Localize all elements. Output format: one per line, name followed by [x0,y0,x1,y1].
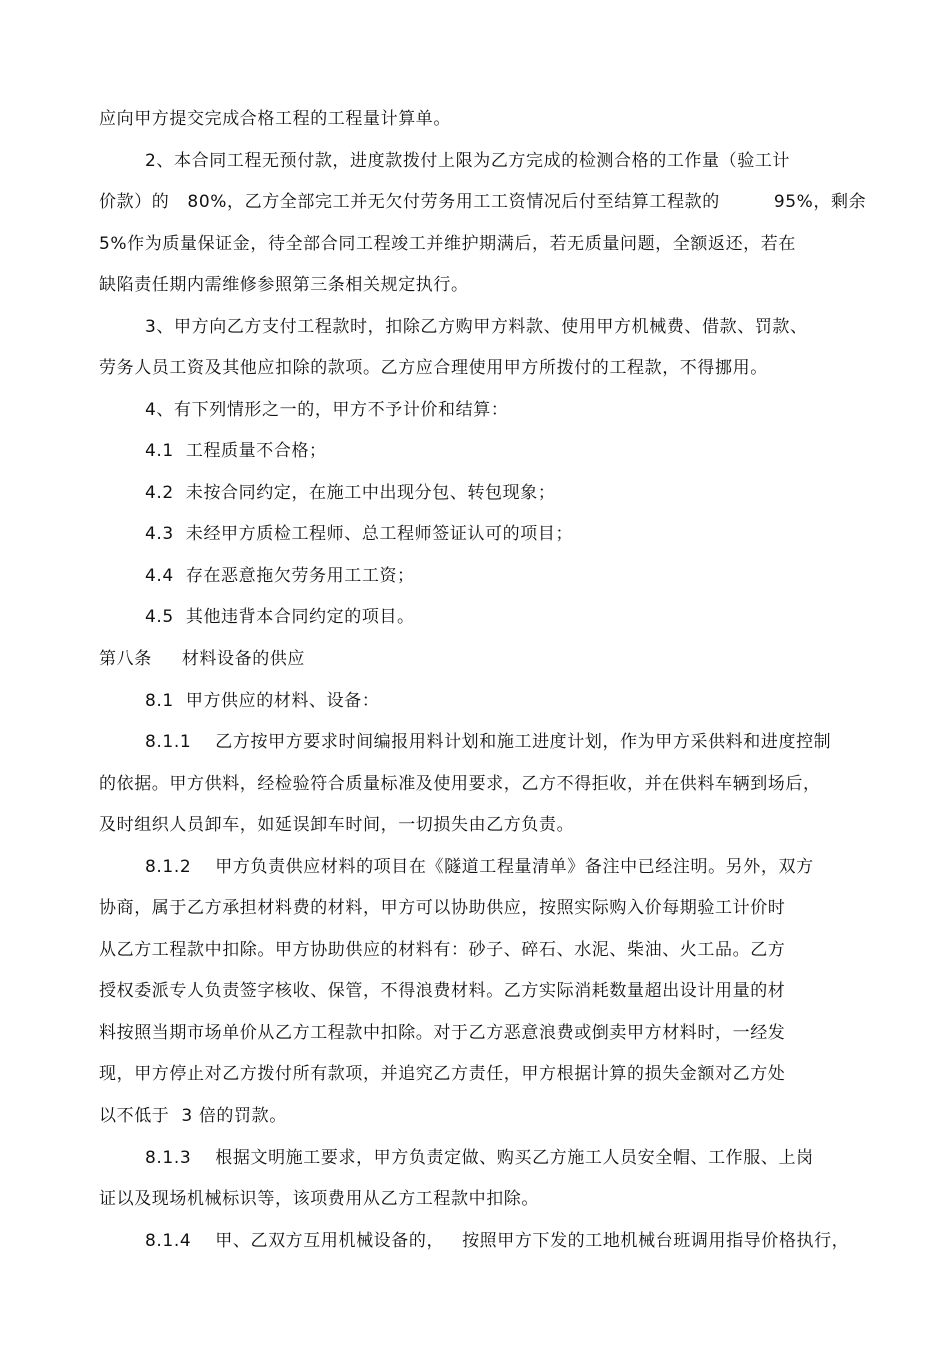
text-line: 8.1.4 甲、乙双方互用机械设备的， 按照甲方下发的工地机械台班调用指导价格执行， [145,1231,850,1251]
text-line: 现，甲方停止对乙方拨付所有款项，并追究乙方责任，甲方根据计算的损失金额对乙方处 [99,1064,786,1084]
text-line: 及时组织人员卸车，如延误卸车时间，一切损失由乙方负责。 [99,815,575,835]
text-line: 协商，属于乙方承担材料费的材料，甲方可以协助供应，按照实际购入价每期验工计价时 [99,898,786,918]
text-line: 3、甲方向乙方支付工程款时，扣除乙方购甲方料款、使用甲方机械费、借款、罚款、 [145,317,808,337]
text-line: 4.1 工程质量不合格； [145,441,327,461]
text-line: 应向甲方提交完成合格工程的工程量计算单。 [99,109,451,129]
text-line: 以不低于 3 倍的罚款。 [99,1106,287,1126]
text-line: 证以及现场机械标识等，该项费用从乙方工程款中扣除。 [99,1189,539,1209]
text-line: 8.1.3 根据文明施工要求，甲方负责定做、购买乙方施工人员安全帽、工作服、上岗 [145,1148,814,1168]
text-line: 从乙方工程款中扣除。甲方协助供应的材料有：砂子、碎石、水泥、柴油、火工品。乙方 [99,940,786,960]
text-line: 8.1 甲方供应的材料、设备： [145,691,380,711]
text-line: 料按照当期市场单价从乙方工程款中扣除。对于乙方恶意浪费或倒卖甲方材料时，一经发 [99,1023,786,1043]
text-line: 授权委派专人负责签字核收、保管，不得浪费材料。乙方实际消耗数量超出设计用量的材 [99,981,786,1001]
text-line: 5%作为质量保证金，待全部合同工程竣工并维护期满后，若无质量问题，全额返还，若在 [99,234,796,254]
section-heading: 第八条 材料设备的供应 [99,649,306,669]
text-line: 4.4 存在恶意拖欠劳务用工工资； [145,566,415,586]
text-line: 8.1.2 甲方负责供应材料的项目在《隧道工程量清单》备注中已经注明。另外，双方 [145,857,814,877]
text-line: 劳务人员工资及其他应扣除的款项。乙方应合理使用甲方所拨付的工程款，不得挪用。 [99,358,768,378]
text-line: 4.5 其他违背本合同约定的项目。 [145,607,415,627]
text-line: 价款）的 80%，乙方全部完工并无欠付劳务用工工资情况后付至结算工程款的 95%，剩余 [99,192,867,212]
text-line: 4、有下列情形之一的，甲方不予计价和结算： [145,400,509,420]
text-line: 缺陷责任期内需维修参照第三条相关规定执行。 [99,275,469,295]
text-line: 4.3 未经甲方质检工程师、总工程师签证认可的项目； [145,524,574,544]
text-line: 的依据。甲方供料，经检验符合质量标准及使用要求，乙方不得拒收，并在供料车辆到场后， [99,774,821,794]
text-line: 4.2 未按合同约定，在施工中出现分包、转包现象； [145,483,556,503]
text-line: 2、本合同工程无预付款，进度款拨付上限为乙方完成的检测合格的工作量（验工计 [145,151,791,171]
text-line: 8.1.1 乙方按甲方要求时间编报用料计划和施工进度计划，作为甲方采供料和进度控制 [145,732,832,752]
